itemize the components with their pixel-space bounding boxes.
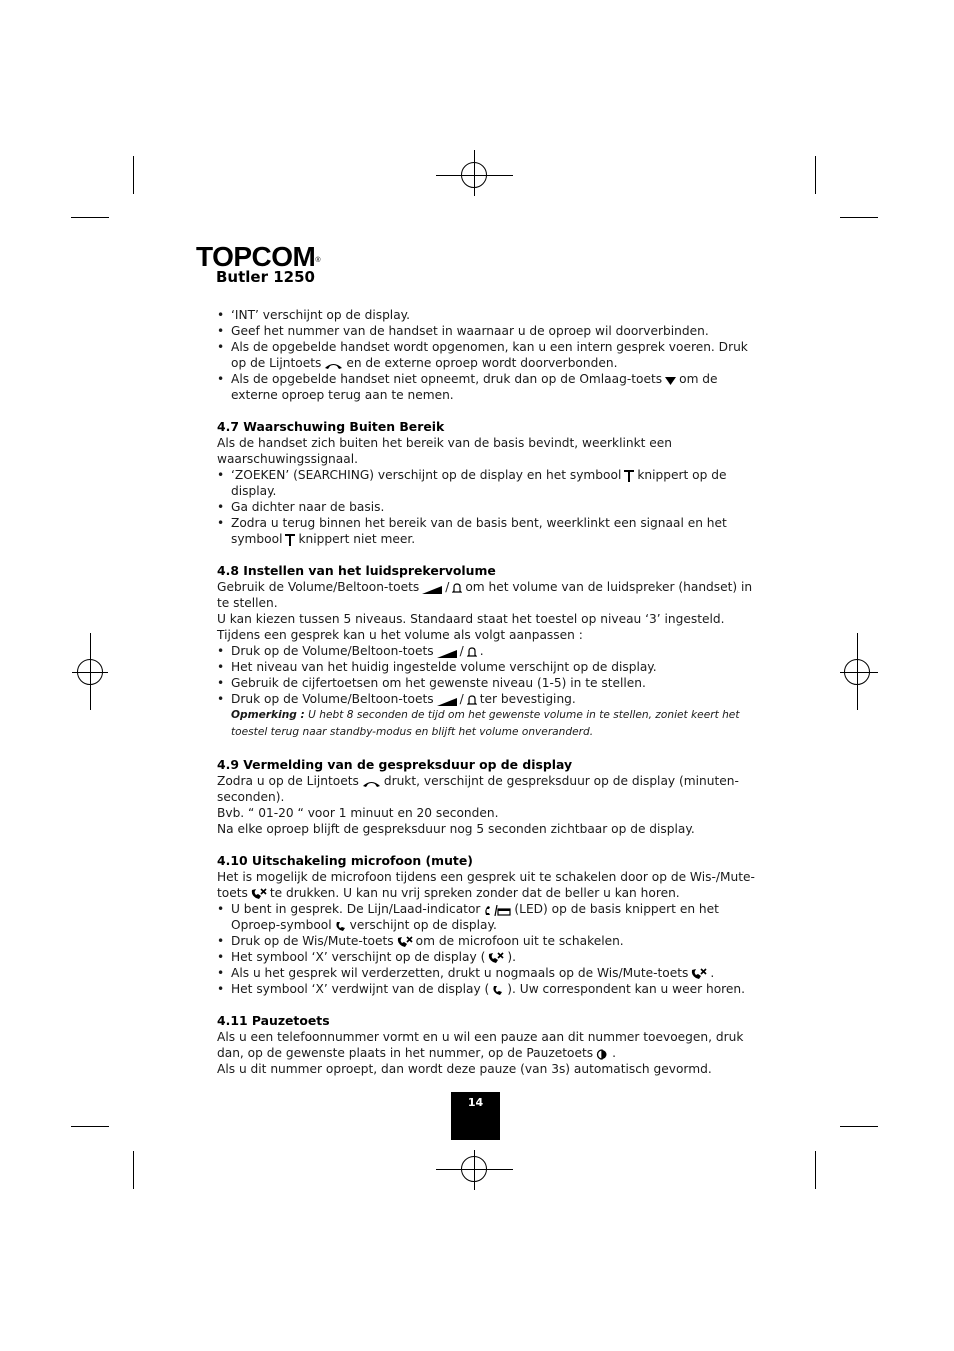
line-key-icon — [324, 361, 343, 370]
section-title: 4.8 Instellen van het luidsprekervolume — [217, 563, 496, 578]
list-item: • Geef het nummer van de handset in waarnaar u de oproep wil doorverbinden. — [217, 323, 757, 339]
volume-icon — [422, 586, 442, 594]
paragraph: Gebruik de Volume/Beltoon-toets / om het volume van de luidspreker (handset) in te stellen. — [217, 580, 753, 610]
mute-key-icon — [691, 968, 707, 980]
list-item: • ‘INT’ verschijnt op de display. — [217, 307, 757, 323]
section-4-9 — [217, 757, 757, 837]
paragraph: Als de handset zich buiten het bereik van de basis bevindt, weerklinkt een waarschuwingssignaal. — [217, 436, 673, 466]
list-item: • Het symbool ‘X’ verschijnt op de display ( ). — [217, 949, 757, 965]
crop-mark — [133, 1151, 134, 1189]
note-label: Opmerking : — [231, 709, 305, 721]
list-item: • Het symbool ‘X’ verdwijnt van de display ( ). Uw correspondent kan u weer horen. — [217, 981, 757, 997]
section-title: 4.7 Waarschuwing Buiten Bereik — [217, 419, 445, 434]
section-4-11 — [217, 1013, 757, 1077]
list-item: • Zodra u terug binnen het bereik van de basis bent, weerklinkt een signaal en het symbool knippert niet meer. — [217, 515, 757, 547]
intro-bullet-list — [217, 307, 757, 403]
section-4-8 — [217, 563, 757, 741]
section-4-10 — [217, 853, 757, 997]
paragraph: Bvb. “ 01-20 “ voor 1 minuut en 20 seconden. — [217, 806, 499, 820]
mute-key-icon — [251, 888, 267, 900]
down-arrow-icon — [665, 376, 676, 386]
crop-mark — [815, 156, 816, 194]
manual-content — [217, 307, 757, 1077]
paragraph: U kan kiezen tussen 5 niveaus. Standaard staat het toestel op niveau ‘3’ ingesteld. — [217, 612, 725, 626]
model-title: Butler 1250 — [216, 268, 315, 286]
brand-name: TOPCOM — [196, 241, 316, 272]
paragraph: Tijdens een gesprek kan u het volume als volgt aanpassen : — [217, 628, 583, 642]
call-icon — [492, 985, 504, 996]
line-charge-indicator-icon — [483, 905, 511, 916]
page-number: 14 — [451, 1092, 500, 1140]
mute-key-icon — [397, 936, 413, 948]
pause-key-icon — [596, 1049, 609, 1060]
list-item: • Ga dichter naar de basis. — [217, 499, 757, 515]
call-icon — [335, 921, 347, 932]
list-item: • Als de opgebelde handset wordt opgenomen, kan u een intern gesprek voeren. Druk op de Lijntoets en de externe oproep wordt doorverbonden. — [217, 339, 757, 371]
bell-icon — [467, 695, 477, 706]
list-item: • Druk op de Volume/Beltoon-toets / . — [217, 643, 757, 659]
note — [217, 707, 757, 741]
list-item: • Het niveau van het huidig ingestelde volume verschijnt op de display. — [217, 659, 757, 675]
paragraph: Zodra u op de Lijntoets drukt, verschijnt de gespreksduur op de display (minuten-seconden). — [217, 774, 739, 804]
volume-icon — [437, 650, 457, 658]
list-item: • Druk op de Volume/Beltoon-toets / ter bevestiging. — [217, 691, 757, 707]
crop-mark — [133, 156, 134, 194]
section-title: 4.9 Vermelding van de gespreksduur op de display — [217, 757, 573, 772]
antenna-icon — [624, 470, 634, 482]
crop-mark — [840, 1126, 878, 1127]
section-title: 4.10 Uitschakeling microfoon (mute) — [217, 853, 473, 868]
list-item: • Als u het gesprek wil verderzetten, drukt u nogmaals op de Wis/Mute-toets . — [217, 965, 757, 981]
paragraph: Na elke oproep blijft de gespreksduur nog 5 seconden zichtbaar op de display. — [217, 822, 695, 836]
paragraph: Als u een telefoonnummer vormt en u wil een pauze aan dit nummer toevoegen, druk dan, op de gewenste plaats in het nummer, op de Pauzetoets . — [217, 1030, 744, 1060]
bell-icon — [467, 647, 477, 658]
note-text: U hebt 8 seconden de tijd om het gewenste volume in te stellen, zoniet keert het toestel terug naar standby-modus en blijft het volume onveranderd. — [231, 709, 740, 738]
section-4-7 — [217, 419, 757, 547]
crop-mark — [840, 217, 878, 218]
volume-icon — [437, 698, 457, 706]
bell-icon — [452, 583, 462, 594]
list-item: • U bent in gesprek. De Lijn/Laad-indicator (LED) op de basis knippert en het Oproep-symbool verschijnt op de display. — [217, 901, 757, 933]
line-key-icon — [362, 779, 381, 788]
crop-mark — [71, 217, 109, 218]
crop-mark — [815, 1151, 816, 1189]
list-item: • Gebruik de cijfertoetsen om het gewenste niveau (1-5) in te stellen. — [217, 675, 757, 691]
mute-symbol-icon — [488, 952, 504, 964]
crop-mark — [71, 1126, 109, 1127]
list-item: • Druk op de Wis/Mute-toets om de microfoon uit te schakelen. — [217, 933, 757, 949]
list-item: • Als de opgebelde handset niet opneemt, druk dan op de Omlaag-toets om de externe oproep terug aan te nemen. — [217, 371, 757, 403]
paragraph: Als u dit nummer oproept, dan wordt deze pauze (van 3s) automatisch gevormd. — [217, 1062, 712, 1076]
list-item: • ‘ZOEKEN’ (SEARCHING) verschijnt op de display en het symbool knippert op de display. — [217, 467, 757, 499]
paragraph: Het is mogelijk de microfoon tijdens een gesprek uit te schakelen door op de Wis-/Mute-toets te drukken. U kan nu vrij spreken zonder dat de beller u kan horen. — [217, 870, 755, 900]
registered-mark: ® — [315, 257, 321, 264]
section-title: 4.11 Pauzetoets — [217, 1013, 330, 1028]
antenna-icon — [285, 534, 295, 546]
